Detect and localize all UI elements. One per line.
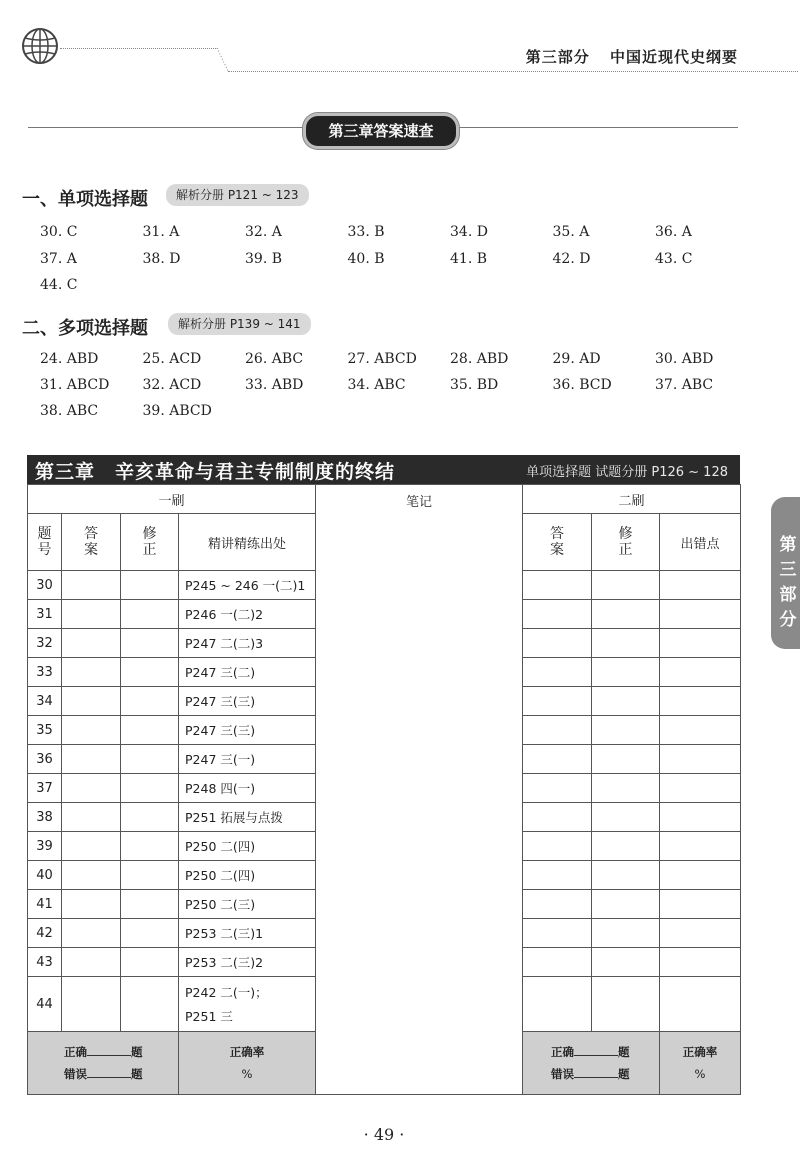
answer-item: 31. ABCD [40,377,110,393]
answer-item: 34. ABC [347,377,406,393]
answer-item: 30. ABD [655,351,714,367]
row-source-cell [179,832,316,861]
row-source-cell [179,803,316,832]
side-part-tab [771,497,800,649]
row-number: 41 [28,890,62,919]
row-answer2-cell[interactable] [523,600,592,629]
chapter-badge: 第三章答案速查 [303,113,459,149]
row-fix-cell[interactable] [121,861,179,890]
row-error-cell[interactable] [660,861,741,890]
answer-item: 28. ABD [450,351,509,367]
second-correct-label: 正确 [551,1045,575,1059]
answer-item: 33. B [347,224,385,240]
row-source: P251 拓展与点拨 [185,810,283,825]
notes-header: 笔记 [406,495,433,510]
header-dotted-rule [60,48,218,49]
row-answer2-cell[interactable] [523,629,592,658]
table-header-bar [27,455,740,484]
row-number: 40 [28,861,62,890]
row-number: 35 [28,716,62,745]
section2-ref: 解析分册 P139 ~ 141 [168,313,311,335]
col-error-header: 出错点 [660,514,741,571]
row-source-cell [179,600,316,629]
first-correct-blank[interactable] [87,1044,131,1056]
row-fix-cell[interactable] [121,571,179,600]
row-error-cell[interactable] [660,716,741,745]
row-answer2-cell[interactable] [523,890,592,919]
row-answer2-cell[interactable] [523,919,592,948]
row-answer2-cell[interactable] [523,571,592,600]
row-fix-cell[interactable] [121,658,179,687]
row-answer-cell[interactable] [62,803,121,832]
row-answer-cell[interactable] [62,832,121,861]
row-source-cell [179,658,316,687]
row-fix-cell[interactable] [121,948,179,977]
row-answer-cell[interactable] [62,948,121,977]
header-dotted-slant [216,46,230,74]
row-source-cell [179,861,316,890]
row-number: 33 [28,658,62,687]
row-fix2-cell[interactable] [592,600,660,629]
first-pass-header: 一刷 [28,485,316,514]
col-source-header: 精讲精练出处 [179,514,316,571]
row-answer2-cell[interactable] [523,716,592,745]
row-source: P247 三(三) [185,694,256,709]
answer-item: 38. D [142,250,181,267]
row-answer2-cell[interactable] [523,861,592,890]
row-source: P248 四(一) [185,781,256,796]
row-fix2-cell[interactable] [592,629,660,658]
row-fix-cell[interactable] [121,919,179,948]
answer-item: 44. C [40,277,78,293]
first-wrong-blank[interactable] [87,1066,131,1078]
answer-record-table [27,484,741,1095]
side-tab-label: 第三部分 [779,535,797,630]
first-wrong-unit: 题 [131,1067,143,1081]
row-fix2-cell[interactable] [592,861,660,890]
answer-item: 37. A [40,250,77,267]
second-wrong-blank[interactable] [574,1066,618,1078]
row-source: P247 二(二)3 [185,636,264,651]
col-answer2-header: 答案 [550,526,565,558]
answer-item: 32. A [245,224,282,240]
section1-title: 一、单项选择题 [22,189,148,210]
answer-item: 33. ABD [245,377,304,393]
row-number: 43 [28,948,62,977]
first-correct-label: 正确 [64,1045,87,1059]
row-source: P250 二(三) [185,897,256,912]
first-pass-stats [28,1032,179,1095]
row-error-cell[interactable] [660,948,741,977]
row-fix2-cell[interactable] [592,948,660,977]
second-wrong-label: 错误 [551,1067,575,1081]
row-source-cell [179,687,316,716]
row-source-cell [179,948,316,977]
row-error-cell[interactable] [660,832,741,861]
row-fix2-cell[interactable] [592,745,660,774]
row-source: P253 二(三)2 [185,955,264,970]
col-number-header: 题号 [37,526,52,558]
section2-title: 二、多项选择题 [22,318,148,339]
second-pass-stats [523,1032,660,1095]
answer-item: 32. ACD [142,377,202,393]
row-source: P242 二(一)； [185,985,268,1000]
row-fix-cell[interactable] [121,977,179,1032]
answer-item: 43. C [655,250,693,267]
answer-item: 31. A [142,224,180,240]
row-number: 30 [28,571,62,600]
first-pass-rate [179,1032,316,1095]
second-correct-blank[interactable] [574,1044,618,1056]
row-error-cell[interactable] [660,774,741,803]
row-source-cell [179,890,316,919]
row-source-cell [179,919,316,948]
row-fix2-cell[interactable] [592,571,660,600]
row-source: P245 ~ 246 一(二)1 [185,578,306,593]
answer-item: 30. C [40,224,78,240]
header-dotted-rule [228,71,798,72]
first-percent: % [241,1067,253,1081]
first-wrong-label: 错误 [64,1067,87,1081]
second-pass-rate [660,1032,741,1095]
row-answer2-cell[interactable] [523,832,592,861]
row-source: P250 二(四) [185,839,256,854]
page-number: · 49 · [363,1125,405,1144]
row-error-cell[interactable] [660,919,741,948]
row-answer-cell[interactable] [62,600,121,629]
row-answer-cell[interactable] [62,687,121,716]
row-fix2-cell[interactable] [592,658,660,687]
col-answer-header: 答案 [84,526,98,558]
row-fix2-cell[interactable] [592,832,660,861]
row-answer2-cell[interactable] [523,774,592,803]
row-number: 34 [28,687,62,716]
row-number: 36 [28,745,62,774]
row-fix2-cell[interactable] [592,774,660,803]
row-source-cell [179,571,316,600]
row-fix2-cell[interactable] [592,977,660,1032]
row-number: 31 [28,600,62,629]
row-fix-cell[interactable] [121,687,179,716]
row-error-cell[interactable] [660,687,741,716]
notes-column[interactable] [316,485,523,1095]
row-fix-cell[interactable] [121,629,179,658]
section1-ref: 解析分册 P121 ~ 123 [166,184,309,206]
row-error-cell[interactable] [660,600,741,629]
answer-item: 35. A [552,224,590,240]
answer-item: 25. ACD [142,351,202,367]
answer-item: 35. BD [450,377,499,393]
answer-item: 24. ABD [40,351,99,367]
row-source: P247 三(一) [185,752,256,767]
row-fix-cell[interactable] [121,774,179,803]
answer-item: 40. B [347,250,385,267]
row-error-cell[interactable] [660,977,741,1032]
row-source-cell [179,774,316,803]
row-source-cell [179,629,316,658]
row-source: P250 二(四) [185,868,256,883]
first-rate-label: 正确率 [229,1045,265,1059]
row-answer-cell[interactable] [62,977,121,1032]
row-source: P247 三(二) [185,665,256,680]
row-answer2-cell[interactable] [523,687,592,716]
row-fix2-cell[interactable] [592,890,660,919]
row-number: 32 [28,629,62,658]
second-wrong-unit: 题 [618,1067,630,1081]
row-source-cell [179,977,316,1032]
answer-item: 36. BCD [552,377,612,393]
second-percent: % [694,1067,706,1081]
row-number: 42 [28,919,62,948]
answer-item: 39. B [245,250,283,267]
answer-item: 36. A [655,224,692,240]
table-group-header-row [28,485,741,514]
col-fix2-header: 修正 [618,526,633,558]
answer-item: 27. ABCD [347,351,417,367]
row-number: 44 [28,977,62,1032]
row-error-cell[interactable] [660,571,741,600]
second-correct-unit: 题 [618,1045,630,1059]
row-answer-cell[interactable] [62,774,121,803]
second-pass-header: 二刷 [523,485,741,514]
table-chapter-title: 第三章 辛亥革命与君主专制制度的终结 [35,461,396,483]
answer-item: 38. ABC [40,403,99,419]
header-title [512,46,738,67]
row-answer2-cell[interactable] [523,948,592,977]
row-fix-cell[interactable] [121,803,179,832]
row-error-cell[interactable] [660,803,741,832]
table-ref: 单项选择题 试题分册 P126 ~ 128 [526,465,728,480]
row-source-cell [179,716,316,745]
row-answer2-cell[interactable] [523,658,592,687]
row-fix-cell[interactable] [121,600,179,629]
answer-item: 29. AD [552,351,601,367]
row-answer-cell[interactable] [62,716,121,745]
row-fix-cell[interactable] [121,745,179,774]
answer-item: 41. B [450,250,488,267]
globe-icon [20,26,60,66]
second-rate-label: 正确率 [682,1045,718,1059]
answer-item: 34. D [450,224,488,240]
row-fix2-cell[interactable] [592,803,660,832]
row-answer-cell[interactable] [62,745,121,774]
answer-item: 42. D [552,250,591,267]
row-answer-cell[interactable] [62,890,121,919]
row-source: P253 二(三)1 [185,926,264,941]
row-fix2-cell[interactable] [592,687,660,716]
row-answer-cell[interactable] [62,658,121,687]
row-number: 39 [28,832,62,861]
row-error-cell[interactable] [660,629,741,658]
header-subject: 中国近现代史纲要 [609,48,738,66]
row-fix-cell[interactable] [121,832,179,861]
row-source-2: P251 三 [185,1009,233,1024]
col-fix-header: 修正 [142,526,157,558]
row-source: P247 三(三) [185,723,256,738]
row-answer-cell[interactable] [62,861,121,890]
row-number: 38 [28,803,62,832]
row-number: 37 [28,774,62,803]
row-answer2-cell[interactable] [523,803,592,832]
row-source-cell [179,745,316,774]
row-fix-cell[interactable] [121,716,179,745]
row-error-cell[interactable] [660,658,741,687]
row-fix2-cell[interactable] [592,716,660,745]
row-error-cell[interactable] [660,745,741,774]
first-correct-unit: 题 [131,1045,143,1059]
row-answer-cell[interactable] [62,571,121,600]
answer-item: 39. ABCD [142,403,212,419]
row-answer2-cell[interactable] [523,745,592,774]
row-answer2-cell[interactable] [523,977,592,1032]
row-answer-cell[interactable] [62,629,121,658]
row-fix2-cell[interactable] [592,919,660,948]
row-error-cell[interactable] [660,890,741,919]
header-part: 第三部分 [525,48,590,66]
row-fix-cell[interactable] [121,890,179,919]
answer-item: 37. ABC [655,377,714,393]
row-source: P246 一(二)2 [185,607,264,622]
row-answer-cell[interactable] [62,919,121,948]
answer-item: 26. ABC [245,351,304,367]
